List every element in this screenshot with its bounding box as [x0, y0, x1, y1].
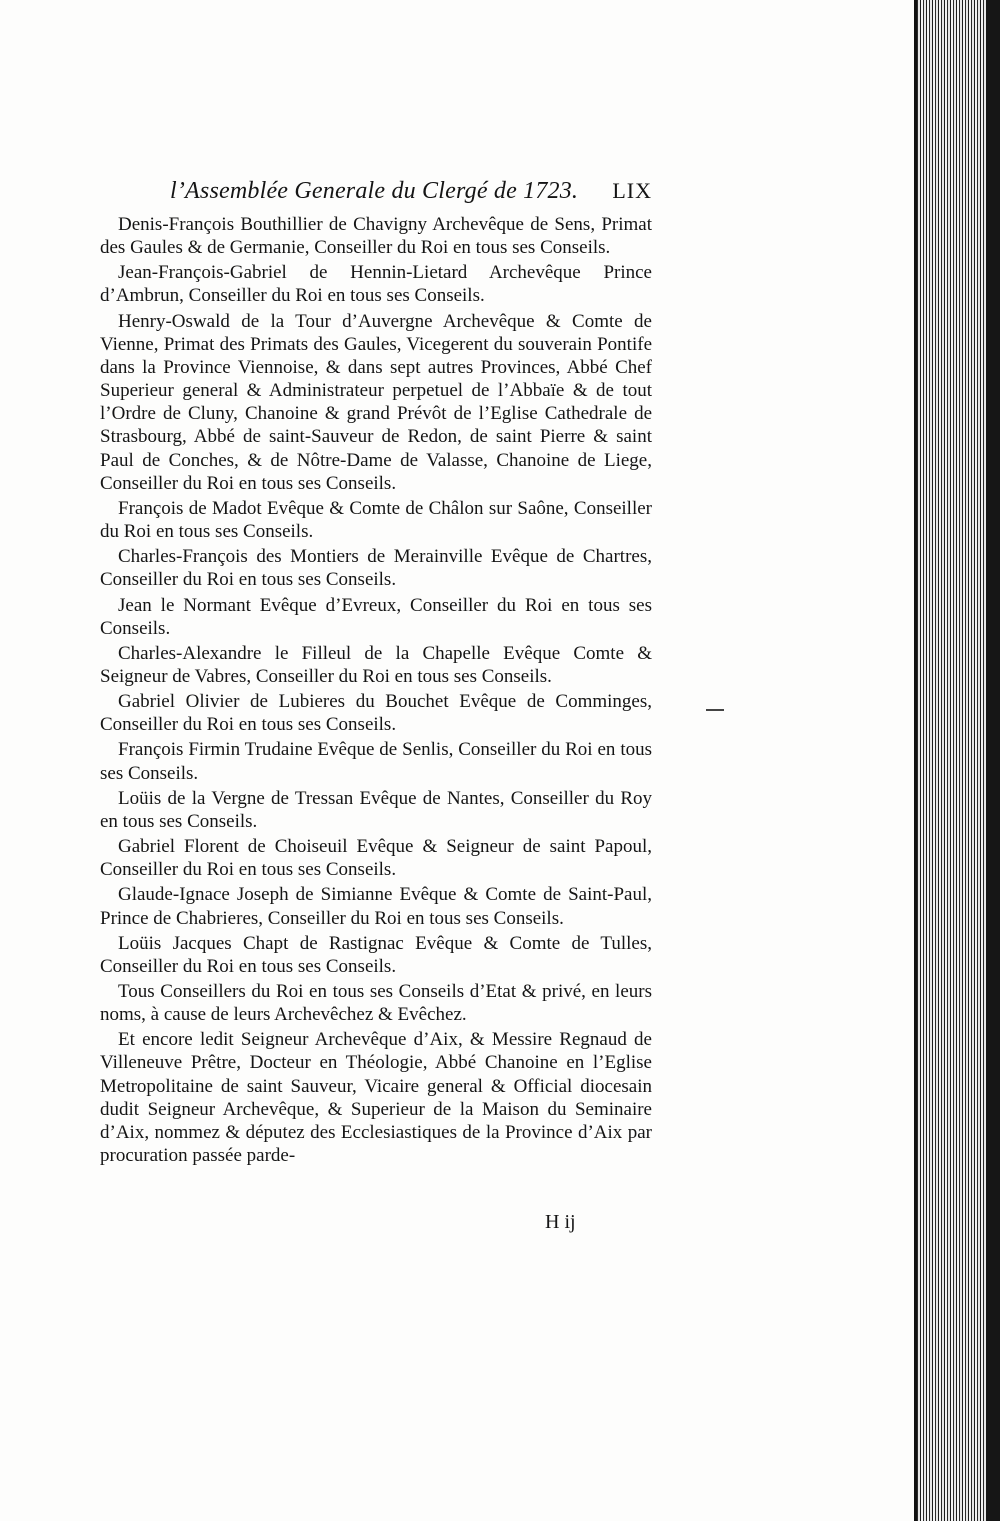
- paragraph: Denis-François Bouthillier de Chavigny Archevêque de Sens, Primat des Gaules & de Germanie, Conseiller du Roi en tous ses Conseils.: [100, 214, 652, 259]
- paragraph: Et encore ledit Seigneur Archevêque d’Aix, & Messire Regnaud de Villeneuve Prêtre, Docteur en Théologie, Abbé Chanoine en l’Eglise Metropolitaine de saint Sauveur, Vicaire general & Official diocesain dudit Seigneur Archevêque, & Superieur de la Maison du Seminaire d’Aix, nommez & députez des Ecclesiastiques de la Province d’Aix par procuration passée parde-: [100, 1029, 652, 1167]
- paragraph: Charles-Alexandre le Filleul de la Chapelle Evêque Comte & Seigneur de Vabres, Conseiller du Roi en tous ses Conseils.: [100, 642, 652, 687]
- body-text: [100, 213, 652, 1167]
- paragraph: François de Madot Evêque & Comte de Châlon sur Saône, Conseiller du Roi en tous ses Conseils.: [100, 497, 652, 543]
- paragraph: Gabriel Olivier de Lubieres du Bouchet Evêque de Comminges, Conseiller du Roi en tous ses Conseils.: [100, 691, 652, 736]
- paragraph: Jean-François-Gabriel de Hennin-Lietard Archevêque Prince d’Ambrun, Conseiller du Roi en tous ses Conseils.: [100, 262, 652, 307]
- paragraph: Charles-François des Montiers de Merainville Evêque de Chartres, Conseiller du Roi en tous ses Conseils.: [100, 546, 652, 591]
- running-title: l’Assemblée Generale du Clergé de 1723.: [170, 178, 579, 204]
- paragraph: Loüis de la Vergne de Tressan Evêque de Nantes, Conseiller du Roy en tous ses Conseils.: [100, 787, 652, 832]
- signature-mark: H ij: [545, 1211, 576, 1233]
- paragraph: Tous Conseillers du Roi en tous ses Conseils d’Etat & privé, en leurs noms, à cause de leurs Archevêchez & Evêchez.: [100, 981, 652, 1026]
- paragraph: Jean le Normant Evêque d’Evreux, Conseiller du Roi en tous ses Conseils.: [100, 594, 652, 639]
- paragraph: François Firmin Trudaine Evêque de Senlis, Conseiller du Roi en tous ses Conseils.: [100, 739, 652, 784]
- margin-mark: [706, 709, 724, 711]
- running-head: [170, 178, 652, 208]
- book-fore-edge: [914, 0, 1000, 1521]
- paragraph: Gabriel Florent de Choiseuil Evêque & Seigneur de saint Papoul, Conseiller du Roi en tous ses Conseils.: [100, 836, 652, 881]
- folio-number: LIX: [612, 178, 652, 203]
- paragraph: Loüis Jacques Chapt de Rastignac Evêque & Comte de Tulles, Conseiller du Roi en tous ses Conseils.: [100, 932, 652, 977]
- paragraph: Glaude-Ignace Joseph de Simianne Evêque & Comte de Saint-Paul, Prince de Chabrieres, Conseiller du Roi en tous ses Conseils.: [100, 884, 652, 929]
- paragraph: Henry-Oswald de la Tour d’Auvergne Archevêque & Comte de Vienne, Primat des Primats des Gaules, Vicegerent du souverain Pontife dans la Province Viennoise, & dans sept autres Provinces, Abbé Chef Superieur general & Administrateur perpetuel de l’Abbaïe & de tout l’Ordre de Cluny, Chanoine & grand Prévôt de l’Eglise Cathedrale de Strasbourg, Abbé de saint-Sauveur de Redon, de saint Pierre & saint Paul de Conches, & de Nôtre-Dame de Valasse, Chanoine de Liege, Conseiller du Roi en tous ses Conseils.: [100, 310, 652, 494]
